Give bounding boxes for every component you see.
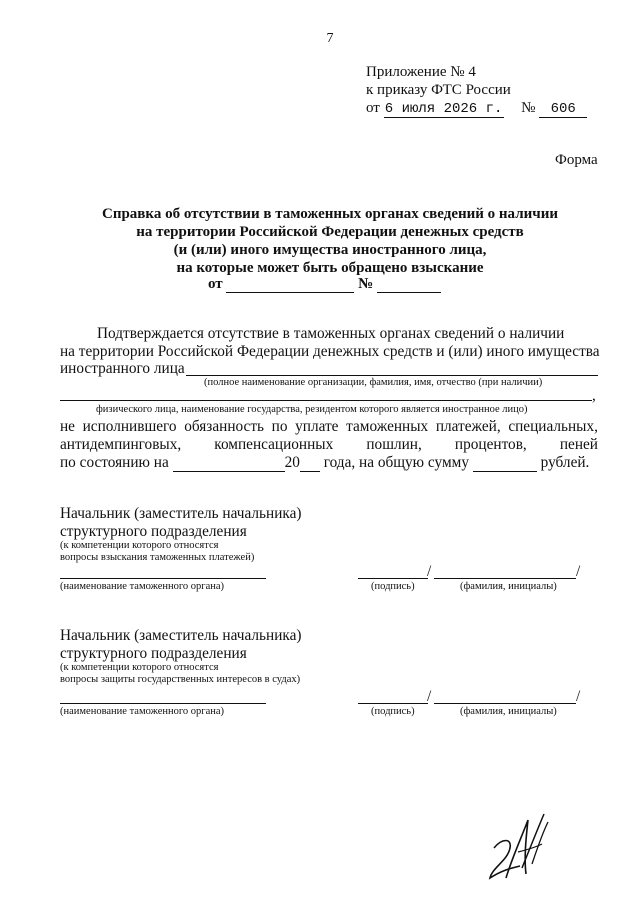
sig1-competence-2: вопросы взыскания таможенных платежей)	[60, 552, 255, 563]
sig1-slash-2: /	[576, 563, 581, 580]
body-line-1: Подтверждается отсутствие в таможенных органах сведений о наличии	[97, 325, 565, 342]
title-line-2: на территории Российской Федерации денежных средств	[136, 224, 524, 240]
org-name-blank[interactable]	[186, 375, 598, 376]
as-of-date-blank[interactable]	[173, 458, 285, 472]
number-prefix: №	[521, 100, 536, 116]
word: таможенных	[346, 418, 429, 435]
currency-label: рублей.	[540, 454, 590, 471]
appendix-date-row	[366, 100, 587, 118]
as-of-label: по состоянию на	[60, 454, 169, 471]
sig1-title: Начальник (заместитель начальника)	[60, 505, 302, 522]
sig1-signature-blank[interactable]	[358, 578, 428, 579]
title-number-blank[interactable]	[377, 278, 441, 293]
sum-label: года, на общую сумму	[323, 454, 469, 471]
sig1-subdivision: структурного подразделения	[60, 523, 247, 540]
sig2-name-blank[interactable]	[434, 703, 576, 704]
sig1-org-hint: (наименование таможенного органа)	[60, 581, 225, 592]
title-line-4: на которые может быть обращено взыскание	[176, 260, 484, 276]
title-date-row	[208, 276, 441, 293]
word: уплате	[295, 418, 339, 435]
sig2-title: Начальник (заместитель начальника)	[60, 627, 302, 644]
order-number: 606	[539, 101, 587, 118]
title-date-blank[interactable]	[226, 278, 354, 293]
word: антидемпинговых,	[60, 436, 182, 453]
word: пеней	[559, 436, 598, 453]
sig2-subdivision: структурного подразделения	[60, 645, 247, 662]
sum-blank[interactable]	[473, 458, 537, 472]
state-hint: физического лица, наименование государства, резидентом которого является иностранное лицо)	[96, 404, 528, 415]
handwritten-signature	[482, 808, 562, 884]
word: исполнившего	[82, 418, 177, 435]
title-line-3: (и (или) иного имущества иностранного лица,	[173, 242, 487, 258]
word: пошлин,	[366, 436, 422, 453]
body-line-6	[60, 454, 589, 472]
sig1-slash-1: /	[427, 563, 432, 580]
title-line-1: Справка об отсутствии в таможенных органах сведений о наличии	[101, 206, 558, 222]
sig1-sign-hint: (подпись)	[371, 581, 415, 592]
year-prefix: 20	[284, 454, 300, 471]
date-prefix: от	[366, 100, 380, 116]
sig2-competence-2: вопросы защиты государственных интересов в судах)	[60, 674, 301, 685]
org-name-hint: (полное наименование организации, фамилия, имя, отчество (при наличии)	[204, 377, 543, 388]
sig2-name-hint: (фамилия, инициалы)	[460, 706, 557, 717]
sig2-slash-2: /	[576, 688, 581, 705]
word: процентов,	[454, 436, 527, 453]
title-number-sign: №	[358, 276, 374, 292]
body-line-4	[60, 418, 598, 436]
body-line-5	[60, 436, 598, 454]
word: обязанность	[184, 418, 264, 435]
word: по	[271, 418, 288, 435]
sig2-slash-1: /	[427, 688, 432, 705]
sig2-org-hint: (наименование таможенного органа)	[60, 706, 225, 717]
sig1-org-blank[interactable]	[60, 578, 266, 579]
sig2-signature-blank[interactable]	[358, 703, 428, 704]
order-date: 6 июля 2026 г.	[384, 101, 503, 117]
form-label: Форма	[555, 152, 598, 168]
word: компенсационных	[214, 436, 334, 453]
word: платежей,	[435, 418, 501, 435]
org-name-blank-2[interactable]	[60, 400, 592, 401]
sig2-org-blank[interactable]	[60, 703, 266, 704]
sig1-name-blank[interactable]	[434, 578, 576, 579]
comma: ,	[592, 387, 596, 404]
sig2-competence-1: (к компетенции которого относятся	[60, 662, 219, 673]
appendix-number: Приложение № 4	[366, 64, 476, 80]
sig1-competence-1: (к компетенции которого относятся	[60, 540, 219, 551]
page-number: 7	[326, 31, 334, 46]
body-line-3: иностранного лица	[60, 360, 185, 377]
sig1-name-hint: (фамилия, инициалы)	[460, 581, 557, 592]
body-line-2: на территории Российской Федерации денежных средств и (или) иного имущества	[60, 343, 600, 360]
year-blank[interactable]	[300, 458, 320, 472]
word: специальных,	[508, 418, 598, 435]
appendix-order: к приказу ФТС России	[366, 82, 511, 98]
title-from: от	[208, 276, 223, 292]
word: не	[60, 418, 75, 435]
sig2-sign-hint: (подпись)	[371, 706, 415, 717]
